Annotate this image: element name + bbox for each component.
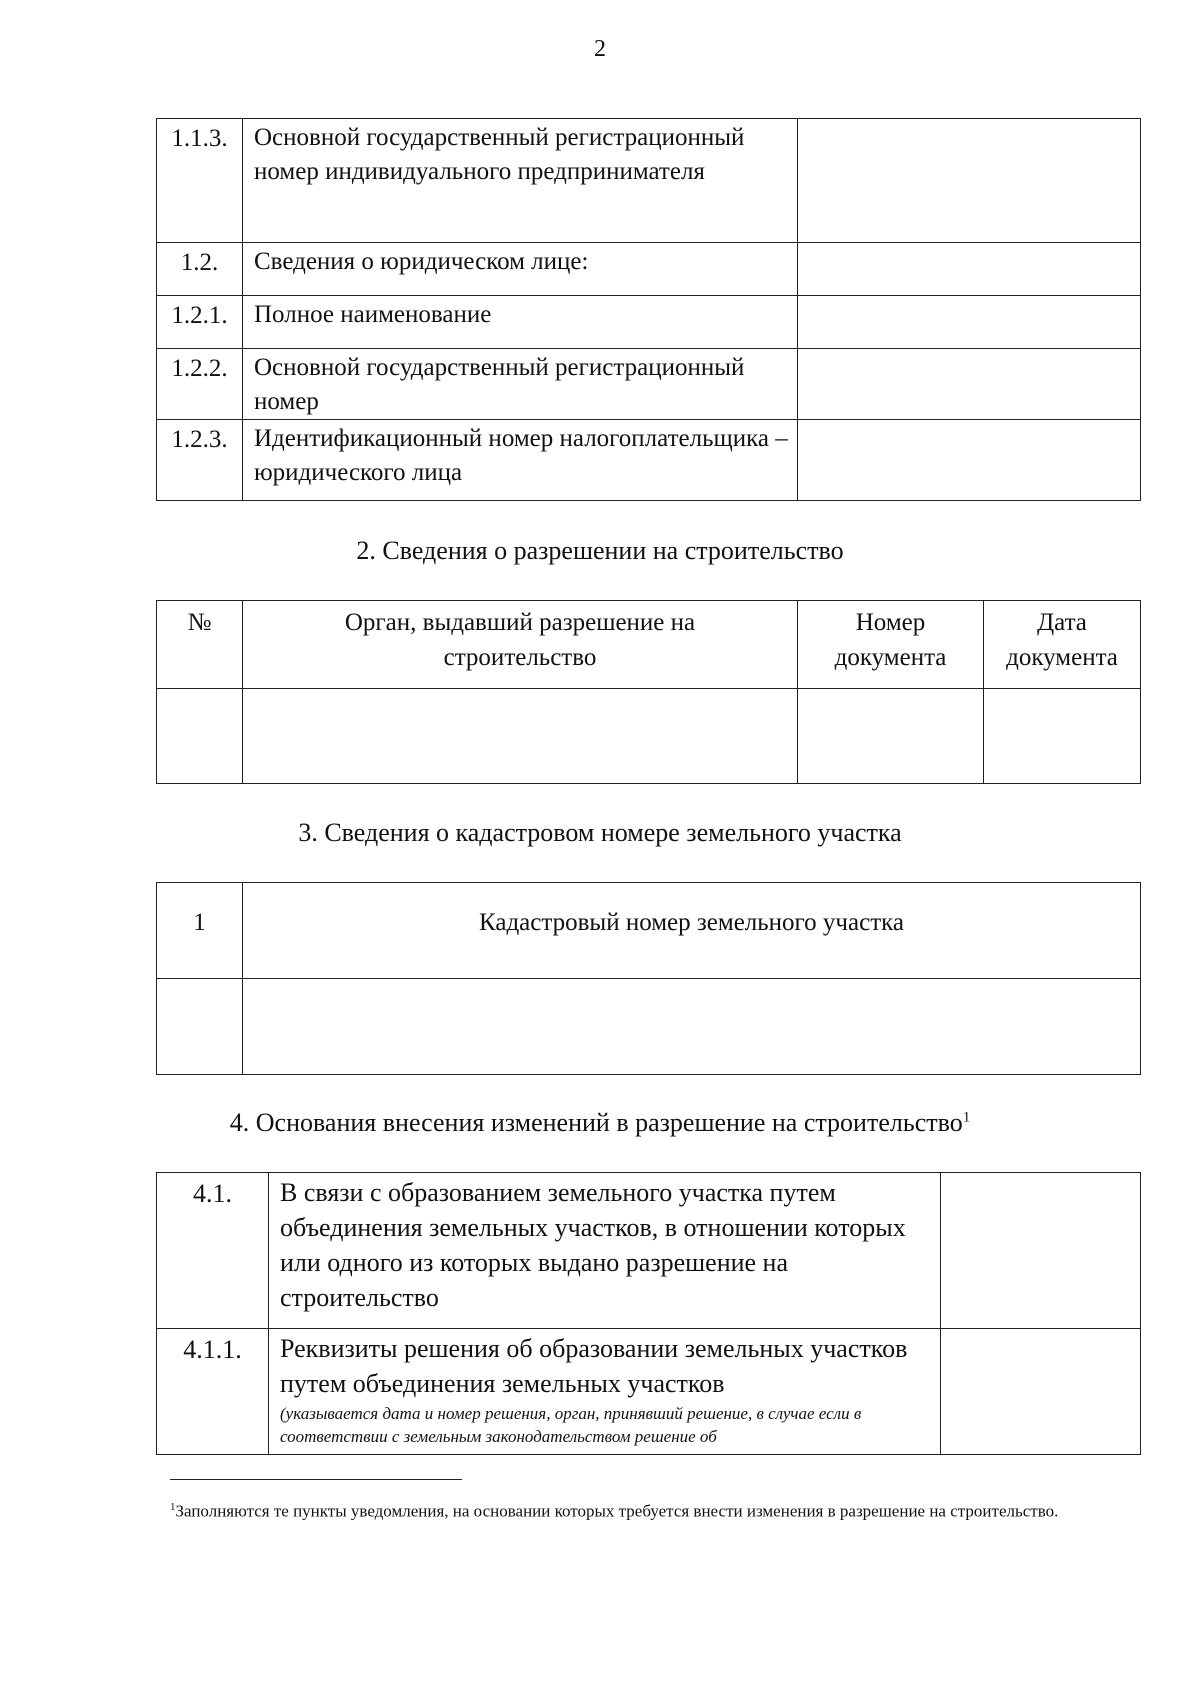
row-note: (указывается дата и номер решения, орган, принявший решение, в случае если в соответствии с земельным законодательством решение об <box>280 1404 862 1446</box>
permit-doc-number-cell[interactable] <box>798 689 984 784</box>
section-2-title: 2. Сведения о разрешении на строительство <box>356 536 844 565</box>
footnote <box>170 1494 1140 1525</box>
table-row <box>157 979 1141 1075</box>
cadastral-header-number: 1 <box>157 883 243 979</box>
header-doc-number: Номер документа <box>798 601 984 689</box>
table-row <box>157 420 1141 501</box>
permit-organ-cell[interactable] <box>243 689 798 784</box>
header-organ: Орган, выдавший разрешение на строительство <box>243 601 798 689</box>
footnote-text: Заполняются те пункты уведомления, на основании которых требуется внести изменения в разрешение на строительство. <box>175 1501 1059 1521</box>
row-label-text: В связи с образованием земельного участка путем объединения земельных участков, в отношении которых или одного из которых выдано разрешение на строительство <box>280 1178 906 1312</box>
table-row <box>157 119 1141 243</box>
cadastral-num-cell[interactable] <box>157 979 243 1075</box>
value-cell[interactable] <box>798 420 1141 501</box>
page-number: 2 <box>594 36 606 62</box>
row-label <box>269 1173 941 1329</box>
table-row <box>157 243 1141 296</box>
row-number: 4.1. <box>157 1173 269 1329</box>
table-row <box>157 296 1141 349</box>
table-row <box>157 349 1141 420</box>
row-label: Полное наименование <box>243 296 798 349</box>
table-row <box>157 689 1141 784</box>
table-header-row <box>157 601 1141 689</box>
footnote-separator <box>170 1479 462 1480</box>
change-grounds-table <box>156 1172 1141 1455</box>
row-number: 4.1.1. <box>157 1329 269 1455</box>
header-doc-date: Дата документа <box>984 601 1141 689</box>
value-cell[interactable] <box>798 119 1141 243</box>
header-number: № <box>157 601 243 689</box>
row-number: 1.2. <box>157 243 243 296</box>
value-cell[interactable] <box>798 349 1141 420</box>
row-label: Основной государственный регистрационный номер <box>243 349 798 420</box>
row-label <box>269 1329 941 1455</box>
row-number: 1.2.2. <box>157 349 243 420</box>
row-label-text: Реквизиты решения об образовании земельных участков путем объединения земельных участков <box>280 1334 908 1398</box>
table-header-row <box>157 883 1141 979</box>
table-row <box>157 1329 1141 1455</box>
value-cell[interactable] <box>798 296 1141 349</box>
row-number: 1.2.1. <box>157 296 243 349</box>
permit-doc-date-cell[interactable] <box>984 689 1141 784</box>
table-row <box>157 1173 1141 1329</box>
cadastral-header-label: Кадастровый номер земельного участка <box>243 883 1141 979</box>
cadastral-value-cell[interactable] <box>243 979 1141 1075</box>
section-4-title-text: 4. Основания внесения изменений в разрешение на строительство <box>229 1108 963 1137</box>
value-cell[interactable] <box>941 1329 1141 1455</box>
row-label: Идентификационный номер налогоплательщика – юридического лица <box>243 420 798 501</box>
row-number: 1.2.3. <box>157 420 243 501</box>
value-cell[interactable] <box>941 1173 1141 1329</box>
value-cell[interactable] <box>798 243 1141 296</box>
cadastral-table <box>156 882 1141 1075</box>
section-4-title <box>0 1108 1200 1138</box>
section-3-title: 3. Сведения о кадастровом номере земельного участка <box>298 818 902 847</box>
footnote-ref: 1 <box>962 1109 971 1126</box>
footnote-mark: 1 <box>170 1501 176 1513</box>
row-label: Основной государственный регистрационный номер индивидуального предпринимателя <box>243 119 798 243</box>
row-number: 1.1.3. <box>157 119 243 243</box>
permit-num-cell[interactable] <box>157 689 243 784</box>
permit-info-table <box>156 600 1141 784</box>
row-label: Сведения о юридическом лице: <box>243 243 798 296</box>
applicant-info-table <box>156 118 1141 501</box>
